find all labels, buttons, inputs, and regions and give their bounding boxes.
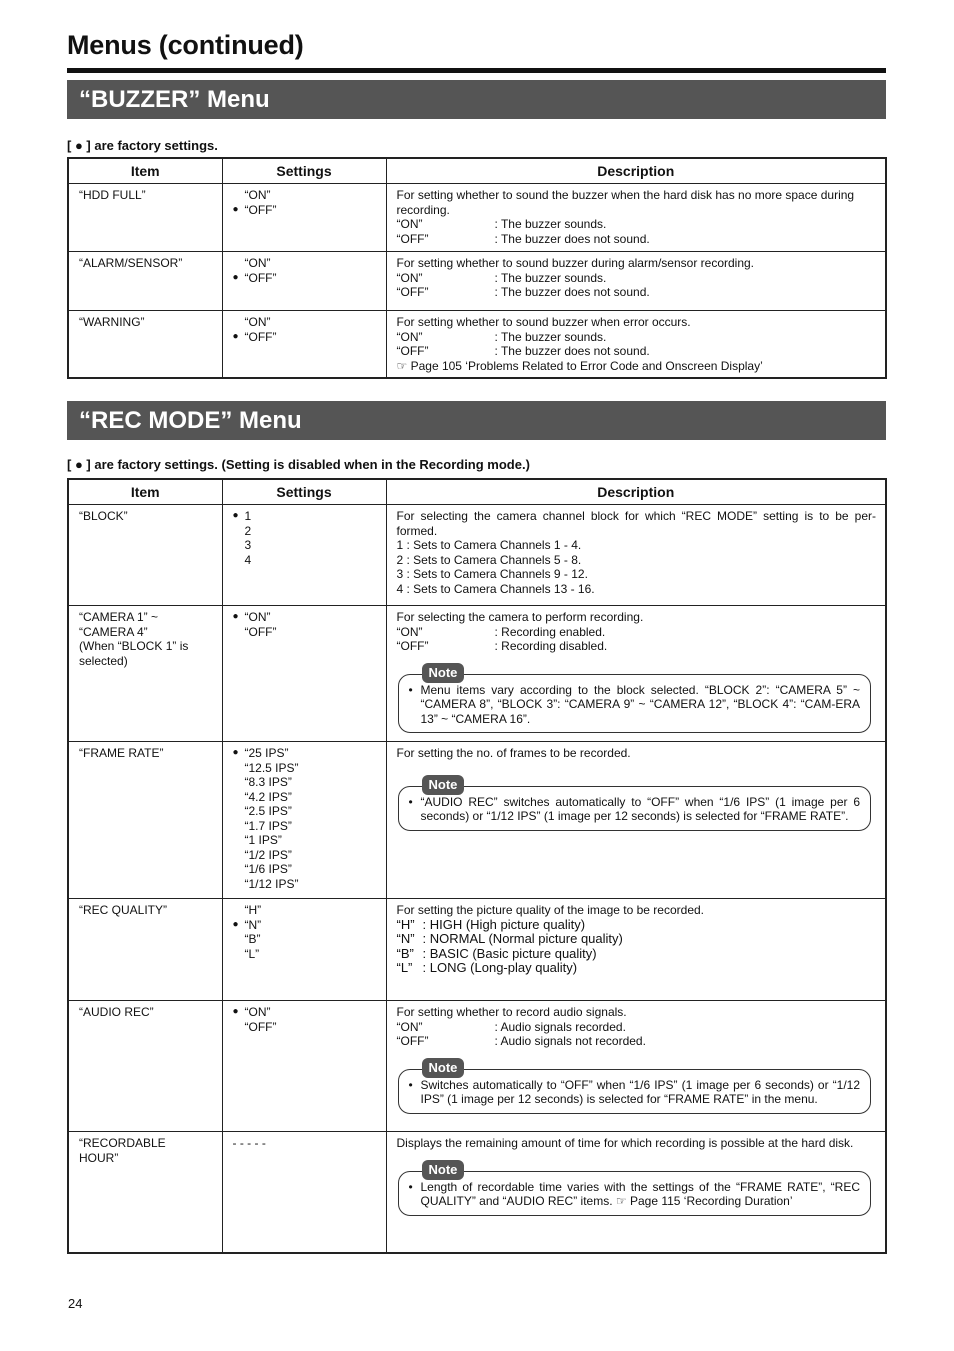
factory-default-bullet-icon (233, 256, 245, 271)
setting-option: 2 (244, 523, 252, 538)
option-line: “OFF” : Recording disabled. (396, 639, 608, 653)
table-row-alarm-sensor (68, 252, 886, 311)
factory-default-bullet-icon: ● (232, 510, 239, 521)
item-name: “BLOCK” (68, 505, 222, 606)
page-title: Menus (continued) (67, 30, 304, 60)
settings-list (222, 1001, 386, 1132)
description (386, 742, 886, 899)
description-intro: For selecting the camera to perform recording. (396, 610, 644, 624)
factory-default-bullet-icon: ● (232, 611, 239, 622)
description-intro: For setting whether to record audio signals. (396, 1005, 627, 1019)
table-row-camera (68, 606, 886, 742)
option-line: “OFF” : The buzzer does not sound. (396, 285, 650, 299)
setting-option: ● “OFF” (232, 329, 277, 344)
factory-default-bullet-icon: ● (232, 747, 239, 758)
factory-default-bullet-icon: ● (232, 1006, 239, 1017)
setting-option: 4 (244, 552, 252, 567)
description-column-header: Description (386, 158, 886, 184)
description (386, 1001, 886, 1132)
description (386, 606, 886, 742)
description-column-header: Description (386, 479, 886, 505)
factory-default-bullet-icon (233, 188, 245, 203)
table-row-block (68, 505, 886, 606)
setting-option: ● “ON” (232, 610, 271, 624)
note-text: Switches automatically to “OFF” when “1/6 IPS” (1 image per 6 seconds) or “1/12 IPS” (1 image per 12 seconds) is selected for “FRAME RATE” in the menu. (420, 1077, 860, 1106)
setting-option: “ON” (233, 315, 377, 330)
note-bullet-icon: • (408, 1179, 413, 1194)
note-label: Note (422, 1160, 465, 1180)
note-box (398, 776, 872, 831)
setting-option: 3 (244, 538, 252, 552)
setting-option: ● “OFF” (232, 202, 277, 217)
page-number: 24 (68, 1296, 83, 1311)
quality-line: “L” : LONG (Long-play quality) (396, 960, 578, 975)
option-line: “ON” : The buzzer sounds. (396, 217, 607, 231)
factory-default-bullet-icon: ● (232, 330, 239, 342)
item-name: “WARNING” (68, 311, 222, 379)
option-line: “OFF” : The buzzer does not sound. (396, 344, 650, 358)
settings-list (222, 184, 386, 252)
table-row-recordable-hour (68, 1132, 886, 1253)
setting-option: “1.7 IPS” (244, 818, 292, 833)
item-column-header: Item (68, 158, 222, 184)
setting-option: “ON” (233, 188, 377, 203)
note-text: “AUDIO REC” switches automatically to “OFF” when “1/6 IPS” (1 image per 6 seconds) or “1/12 IPS” (1 image per 12 seconds) is selected for “FRAME RATE”. (420, 794, 860, 823)
table-row-hdd-full (68, 184, 886, 252)
factory-default-bullet-icon: ● (232, 918, 239, 930)
title-rule (67, 68, 886, 73)
description (386, 1132, 886, 1253)
item-name: “REC QUALITY” (68, 899, 222, 1001)
setting-option: ● “ON” (232, 1005, 271, 1019)
factory-default-bullet-icon: ● (232, 271, 239, 283)
setting-option: “B” (244, 932, 261, 946)
setting-option: “OFF” (244, 1019, 277, 1034)
description-intro: For setting the no. of frames to be recorded. (396, 746, 631, 760)
setting-option: ● “N” (232, 917, 262, 932)
item-name: “RECORDABLE HOUR” (68, 1132, 222, 1253)
setting-option: “ON” (233, 256, 377, 271)
description-intro: For setting whether to sound the buzzer when the hard disk has no more space during recording. (396, 188, 855, 217)
note-label: Note (422, 1058, 465, 1078)
settings-list (222, 606, 386, 742)
note-box (398, 1161, 872, 1216)
description-intro: For setting whether to sound buzzer during alarm/sensor recording. (396, 256, 755, 270)
setting-option: “OFF” (244, 624, 277, 639)
item-name: “CAMERA 1” ~ “CAMERA 4” (When “BLOCK 1” is selected) (68, 606, 222, 742)
setting-option: “1/12 IPS” (244, 876, 299, 891)
option-line: “OFF” : Audio signals not recorded. (396, 1034, 646, 1048)
item-name: “FRAME RATE” (68, 742, 222, 899)
rec-mode-factory-caption: [ ● ] are factory settings. (Setting is disabled when in the Recording mode.) (67, 457, 530, 472)
table-row-frame-rate (68, 742, 886, 899)
description-intro: For setting whether to sound buzzer when error occurs. (396, 315, 691, 329)
setting-option: “12.5 IPS” (244, 760, 299, 775)
description (386, 899, 886, 1001)
factory-default-bullet-icon: ● (232, 203, 239, 215)
table-row-warning (68, 311, 886, 379)
description-intro: For setting the picture quality of the image to be recorded. (396, 903, 705, 917)
note-bullet-icon: • (408, 794, 413, 809)
settings-list (222, 742, 386, 899)
note-text: Menu items vary according to the block selected. “BLOCK 2”: “CAMERA 5” ~ “CAMERA 8”, “BLOCK 3”: “CAMERA 9” ~ “CAMERA 12”, “BLOCK 4”: “CAM-ERA 13” ~ “CAMERA 16”. (420, 682, 860, 726)
note-bullet-icon: • (408, 1077, 413, 1092)
setting-option: ● 1 (232, 509, 252, 523)
buzzer-menu-table (67, 157, 887, 379)
option-line: “ON” : Recording enabled. (396, 624, 606, 639)
table-header-row (68, 479, 886, 505)
setting-option: “L” (244, 946, 260, 961)
setting-option: “1 IPS” (244, 833, 282, 847)
description-intro: Displays the remaining amount of time for which recording is possible at the hard disk. (396, 1136, 854, 1150)
option-line: “OFF” : The buzzer does not sound. (396, 231, 650, 246)
description (386, 505, 886, 606)
note-bullet-icon: • (408, 682, 413, 697)
settings-list: - - - - - (222, 1132, 386, 1253)
table-row-rec-quality (68, 899, 886, 1001)
item-name: “ALARM/SENSOR” (68, 252, 222, 311)
note-label: Note (422, 663, 465, 683)
settings-list (222, 899, 386, 1001)
option-line: “ON” : The buzzer sounds. (396, 329, 607, 344)
rec-mode-menu-header: “REC MODE” Menu (67, 401, 886, 440)
setting-option: “1/6 IPS” (244, 862, 292, 876)
option-line: “ON” : Audio signals recorded. (396, 1019, 626, 1034)
note-text: Length of recordable time varies with the settings of the “FRAME RATE”, “REC QUALITY” and “AUDIO REC” items. ☞ Page 115 ‘Recording Duration’ (420, 1179, 860, 1208)
settings-column-header: Settings (222, 158, 386, 184)
quality-line: “H” : HIGH (High picture quality) (396, 916, 586, 932)
item-name: “HDD FULL” (68, 184, 222, 252)
settings-column-header: Settings (222, 479, 386, 505)
description-line: 1 : Sets to Camera Channels 1 - 4. (396, 538, 582, 552)
setting-option: “4.2 IPS” (244, 789, 292, 804)
description (386, 311, 886, 379)
table-header-row (68, 158, 886, 184)
table-row-audio-rec (68, 1001, 886, 1132)
setting-option: “8.3 IPS” (244, 775, 292, 789)
description-line: 3 : Sets to Camera Channels 9 - 12. (396, 567, 588, 581)
item-column-header: Item (68, 479, 222, 505)
rec-mode-menu-table (67, 478, 887, 1254)
buzzer-factory-caption: [ ● ] are factory settings. (67, 138, 218, 153)
setting-option: “2.5 IPS” (244, 804, 292, 818)
settings-list (222, 505, 386, 606)
setting-option: “H” (244, 903, 262, 917)
description-intro: For selecting the camera channel block for which “REC MODE” setting is to be per-formed. (396, 509, 876, 538)
setting-option: “1/2 IPS” (244, 847, 292, 862)
setting-option: ● “25 IPS” (232, 746, 289, 760)
settings-list (222, 252, 386, 311)
note-box (398, 664, 872, 734)
description-line: 4 : Sets to Camera Channels 13 - 16. (396, 581, 595, 596)
buzzer-menu-header: “BUZZER” Menu (67, 80, 886, 119)
setting-option: ● “OFF” (232, 270, 277, 285)
item-name: “AUDIO REC” (68, 1001, 222, 1132)
note-box (398, 1059, 872, 1114)
quality-line: “N” : NORMAL (Normal picture quality) (396, 931, 623, 946)
description-line: 2 : Sets to Camera Channels 5 - 8. (396, 552, 582, 567)
description (386, 184, 886, 252)
note-label: Note (422, 775, 465, 795)
page-reference-link[interactable]: ☞ Page 105 ‘Problems Related to Error Code and Onscreen Display’ (396, 358, 763, 373)
factory-default-bullet-icon (233, 315, 245, 330)
settings-list (222, 311, 386, 379)
quality-line: “B” : BASIC (Basic picture quality) (396, 945, 597, 961)
description (386, 252, 886, 311)
option-line: “ON” : The buzzer sounds. (396, 270, 607, 285)
